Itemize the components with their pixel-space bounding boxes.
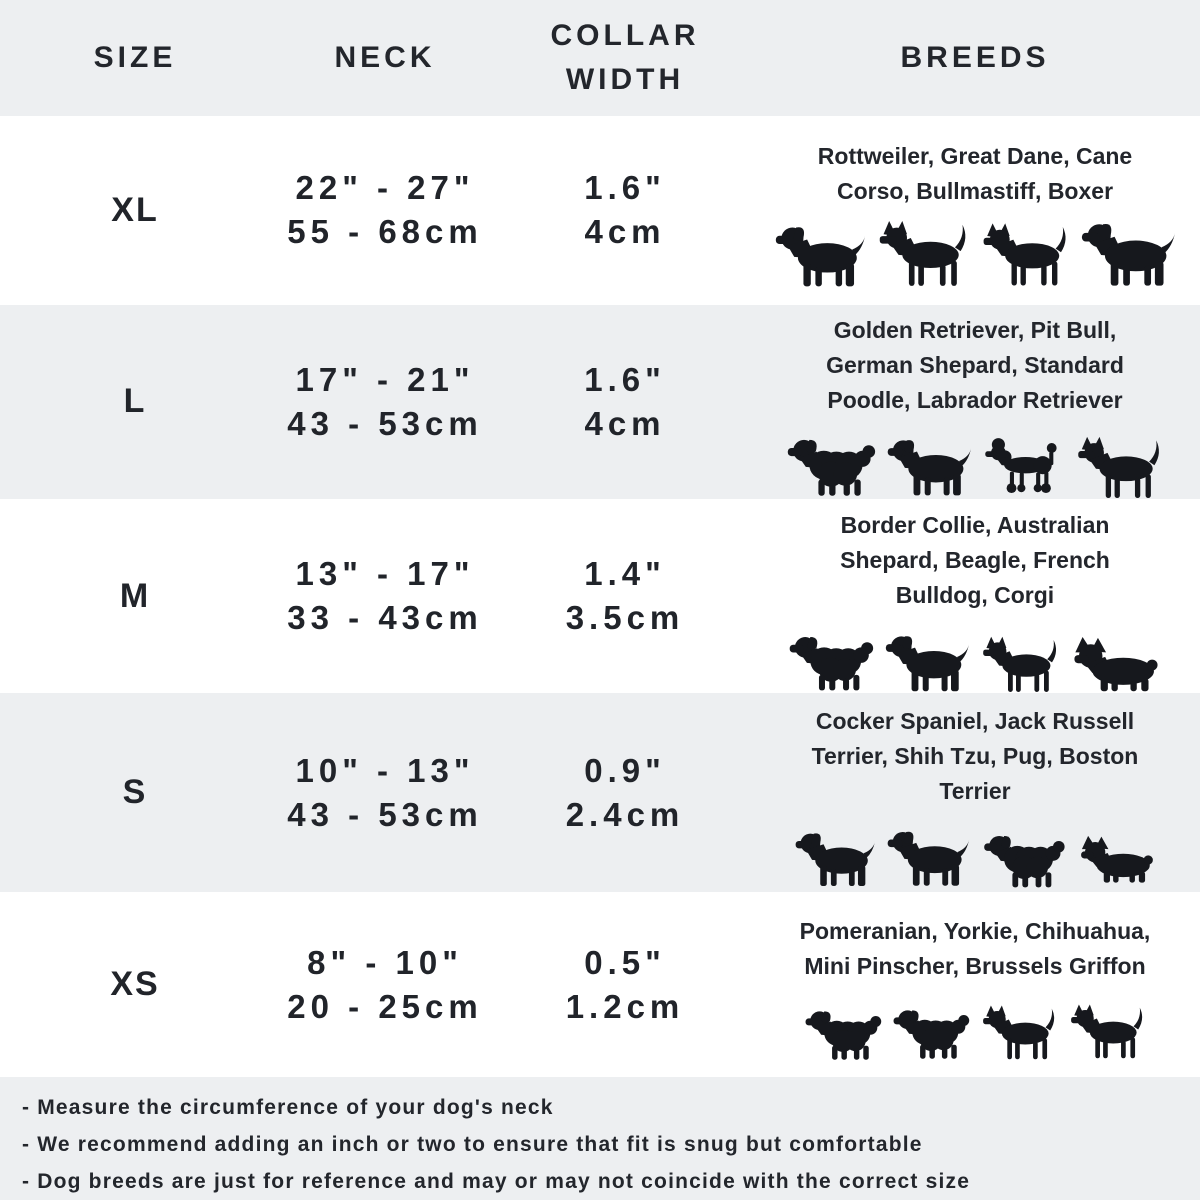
rottweiler-icon bbox=[774, 223, 866, 289]
collar-width bbox=[500, 166, 750, 254]
neck-cm: 43 - 53cm bbox=[287, 404, 483, 442]
beagle-icon bbox=[884, 633, 970, 693]
shih-tzu-icon bbox=[980, 831, 1068, 889]
col-header-collar-width: COLLAR WIDTH bbox=[550, 19, 700, 97]
breeds-list: Golden Retriever, Pit Bull, German Shepard, Standard Poodle, Labrador Retriever bbox=[826, 317, 1124, 414]
breed-icons bbox=[804, 992, 1146, 1064]
neck-cm: 33 - 43cm bbox=[287, 599, 483, 637]
pit-bull-icon bbox=[886, 436, 972, 498]
neck-inches: 8" - 10" bbox=[307, 943, 463, 981]
neck-range bbox=[270, 166, 500, 254]
width-inches: 1.6" bbox=[584, 169, 666, 207]
bullmastiff-icon bbox=[1080, 219, 1176, 289]
size-row-m bbox=[0, 499, 1200, 694]
size-value: XS bbox=[110, 965, 160, 1004]
size-value: S bbox=[122, 773, 148, 812]
breed-icons bbox=[786, 426, 1164, 498]
size-value: M bbox=[119, 576, 151, 615]
neck-range bbox=[270, 749, 500, 837]
great-dane-icon bbox=[876, 217, 970, 289]
neck-range bbox=[270, 552, 500, 640]
neck-inches: 13" - 17" bbox=[295, 555, 475, 593]
width-cm: 3.5cm bbox=[565, 599, 685, 637]
neck-cm: 43 - 53cm bbox=[287, 795, 483, 833]
footer-notes bbox=[0, 1077, 1200, 1200]
collar-width bbox=[500, 552, 750, 640]
neck-cm: 20 - 25cm bbox=[287, 987, 483, 1025]
jack-russell-terrier-icon bbox=[886, 827, 970, 889]
breeds-cell bbox=[750, 500, 1200, 693]
collar-width bbox=[500, 749, 750, 837]
breeds-cell bbox=[750, 131, 1200, 289]
yorkie-icon bbox=[892, 1002, 970, 1064]
width-cm: 2.4cm bbox=[565, 795, 685, 833]
mini-pinscher-icon bbox=[1068, 998, 1146, 1064]
breeds-cell bbox=[750, 906, 1200, 1064]
golden-retriever-icon bbox=[786, 434, 876, 498]
breeds-list: Border Collie, Australian Shepard, Beagle, French Bulldog, Corgi bbox=[840, 511, 1110, 608]
width-inches: 1.4" bbox=[584, 555, 666, 593]
neck-range bbox=[270, 358, 500, 446]
collar-width bbox=[500, 941, 750, 1029]
neck-inches: 22" - 27" bbox=[295, 169, 475, 207]
german-shepard-icon bbox=[1074, 436, 1164, 498]
neck-inches: 17" - 21" bbox=[295, 360, 475, 398]
width-inches: 0.9" bbox=[584, 751, 666, 789]
cane-corso-icon bbox=[980, 219, 1070, 289]
size-row-xs bbox=[0, 892, 1200, 1077]
breed-icons bbox=[788, 621, 1162, 693]
breeds-cell bbox=[750, 696, 1200, 889]
col-header-size: SIZE bbox=[93, 41, 177, 75]
neck-cm: 55 - 68cm bbox=[287, 213, 483, 251]
col-header-breeds: BREEDS bbox=[900, 41, 1050, 75]
note-reference: - Dog breeds are just for reference and may or may not coincide with the correct size bbox=[22, 1170, 971, 1193]
width-cm: 1.2cm bbox=[565, 987, 685, 1025]
width-cm: 4cm bbox=[584, 404, 666, 442]
size-row-s bbox=[0, 693, 1200, 892]
collar-width bbox=[500, 358, 750, 446]
pomeranian-icon bbox=[804, 1004, 882, 1064]
chihuahua-icon bbox=[980, 1000, 1058, 1064]
width-inches: 1.6" bbox=[584, 360, 666, 398]
width-inches: 0.5" bbox=[584, 943, 666, 981]
col-header-neck: NECK bbox=[334, 41, 436, 75]
breed-icons bbox=[794, 817, 1156, 889]
note-recommend: - We recommend adding an inch or two to ensure that fit is snug but comfortable bbox=[22, 1133, 923, 1156]
breeds-list: Rottweiler, Great Dane, Cane Corso, Bullmastiff, Boxer bbox=[817, 143, 1133, 205]
breeds-list: Pomeranian, Yorkie, Chihuahua, Mini Pinscher, Brussels Griffon bbox=[799, 917, 1151, 979]
breeds-list: Cocker Spaniel, Jack Russell Terrier, Shih Tzu, Pug, Boston Terrier bbox=[811, 708, 1139, 805]
pug-icon bbox=[1078, 831, 1156, 889]
corgi-icon bbox=[1070, 637, 1162, 693]
width-cm: 4cm bbox=[584, 213, 666, 251]
size-value: L bbox=[123, 382, 147, 421]
size-row-l bbox=[0, 305, 1200, 499]
cocker-spaniel-icon bbox=[794, 829, 876, 889]
standard-poodle-icon bbox=[982, 434, 1064, 498]
neck-range bbox=[270, 941, 500, 1029]
breeds-cell bbox=[750, 305, 1200, 498]
french-bulldog-icon bbox=[980, 635, 1060, 693]
size-row-xl bbox=[0, 116, 1200, 305]
breed-icons bbox=[774, 217, 1176, 289]
table-header bbox=[0, 0, 1200, 116]
neck-inches: 10" - 13" bbox=[295, 751, 475, 789]
size-value: XL bbox=[111, 190, 159, 229]
australian-shepard-icon bbox=[788, 631, 874, 693]
note-measure: - Measure the circumference of your dog's neck bbox=[22, 1096, 554, 1119]
